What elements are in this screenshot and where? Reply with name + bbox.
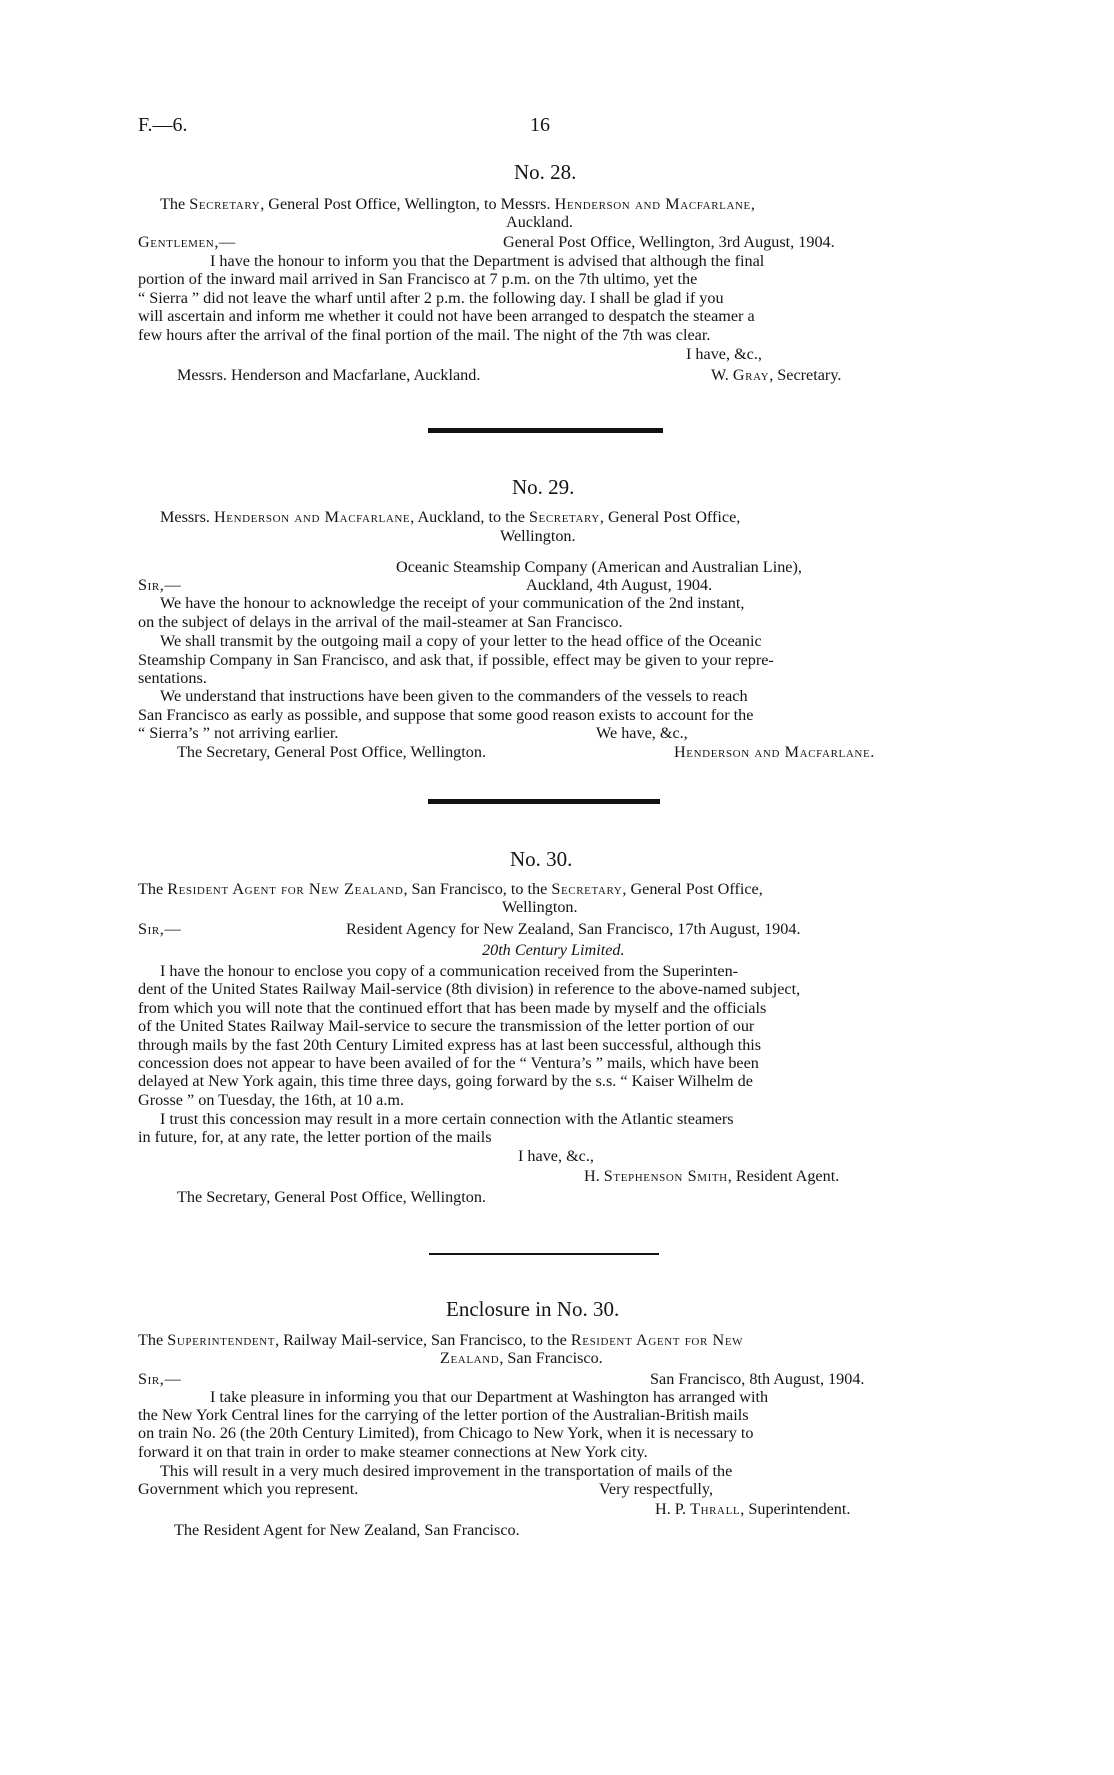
letter-30-title: No. 30. xyxy=(510,847,573,871)
letter-30-place-date: Resident Agency for New Zealand, San Francisco, 17th August, 1904. xyxy=(346,920,801,938)
letter-29-address-line-1: Messrs. Henderson and Macfarlane, Auckland, to the Secretary, General Post Office, xyxy=(160,508,741,526)
letter-29-address-line-2: Wellington. xyxy=(500,527,576,545)
letter-28-signature: W. Gray, Secretary. xyxy=(711,366,842,384)
letter-28-addressee: Messrs. Henderson and Macfarlane, Auckland. xyxy=(177,366,481,384)
letter-29-salutation: Sir,— xyxy=(138,576,182,594)
section-divider xyxy=(428,799,660,804)
letter-30-addressee: The Secretary, General Post Office, Wellington. xyxy=(177,1188,487,1206)
enclosure-body-line: I take pleasure in informing you that our Department at Washington has arranged with xyxy=(210,1388,769,1406)
letter-29-closing: We have, &c., xyxy=(596,724,688,742)
letter-29-body-line: We understand that instructions have been given to the commanders of the vessels to reach xyxy=(160,687,748,705)
letter-28-body-line: I have the honour to inform you that the Department is advised that although the final xyxy=(210,252,765,270)
letter-29-body-line: San Francisco as early as possible, and suppose that some good reason exists to account for the xyxy=(138,706,754,724)
letter-30-body-line: through mails by the fast 20th Century Limited express has at last been successful, although this xyxy=(138,1036,762,1054)
enclosure-signature: H. P. Thrall, Superintendent. xyxy=(655,1500,851,1518)
letter-28-title: No. 28. xyxy=(514,160,577,184)
letter-28-address-line-1: The Secretary, General Post Office, Wellington, to Messrs. Henderson and Macfarlane, xyxy=(160,195,755,213)
letter-28-body-line: “ Sierra ” did not leave the wharf until after 2 p.m. the following day. I shall be glad if you xyxy=(138,289,724,307)
letter-29-body-line: We have the honour to acknowledge the receipt of your communication of the 2nd instant, xyxy=(160,594,745,612)
letter-28-body-line: will ascertain and inform me whether it could not have been arranged to despatch the steamer a xyxy=(138,307,755,325)
letter-29-body-line: “ Sierra’s ” not arriving earlier. xyxy=(138,724,339,742)
enclosure-address-line-2: Zealand, San Francisco. xyxy=(440,1349,603,1367)
enclosure-closing: Very respectfully, xyxy=(599,1480,714,1498)
letter-30-body-line: concession does not appear to have been availed of for the “ Ventura’s ” mails, which have been xyxy=(138,1054,759,1072)
letter-30-closing: I have, &c., xyxy=(518,1147,594,1165)
letter-29-addressee: The Secretary, General Post Office, Wellington. xyxy=(177,743,487,761)
letter-30-body-line: I have the honour to enclose you copy of a communication received from the Superinten- xyxy=(160,962,739,980)
letter-28-body-line: portion of the inward mail arrived in San Francisco at 7 p.m. on the 7th ultimo, yet the xyxy=(138,270,698,288)
letter-28-body-line: few hours after the arrival of the final portion of the mail. The night of the 7th was clear. xyxy=(138,326,711,344)
letter-29-body-line: sentations. xyxy=(138,669,207,687)
letter-28-closing: I have, &c., xyxy=(686,345,762,363)
section-divider xyxy=(428,428,663,433)
enclosure-addressee: The Resident Agent for New Zealand, San Francisco. xyxy=(174,1521,520,1539)
series-number: F.—6. xyxy=(138,114,188,136)
enclosure-salutation: Sir,— xyxy=(138,1370,182,1388)
letter-29-body-line: We shall transmit by the outgoing mail a copy of your letter to the head office of the Oceanic xyxy=(160,632,762,650)
letter-30-body-line: dent of the United States Railway Mail-service (8th division) in reference to the above-named subject, xyxy=(138,980,801,998)
enclosure-body-line: on train No. 26 (the 20th Century Limited), from Chicago to New York, when it is necessary to xyxy=(138,1424,754,1442)
letter-30-address-line-2: Wellington. xyxy=(502,898,578,916)
letter-30-body-line: I trust this concession may result in a more certain connection with the Atlantic steamers xyxy=(160,1110,734,1128)
enclosure-body-line: the New York Central lines for the carrying of the letter portion of the Australian-British mails xyxy=(138,1406,749,1424)
letter-28-address-line-2: Auckland. xyxy=(506,213,573,231)
letter-30-address-line-1: The Resident Agent for New Zealand, San Francisco, to the Secretary, General Post Office, xyxy=(138,880,763,898)
letter-29-signature: Henderson and Macfarlane. xyxy=(674,743,875,761)
enclosure-body-line: Government which you represent. xyxy=(138,1480,359,1498)
enclosure-title: Enclosure in No. 30. xyxy=(446,1297,620,1321)
section-divider-thin xyxy=(429,1253,659,1255)
letter-30-body-line: Grosse ” on Tuesday, the 16th, at 10 a.m. xyxy=(138,1091,405,1109)
letter-28-salutation: Gentlemen,— xyxy=(138,233,236,251)
letter-29-title: No. 29. xyxy=(512,475,575,499)
letter-29-sender-line-1: Oceanic Steamship Company (American and Australian Line), xyxy=(396,558,802,576)
letter-28-place-date: General Post Office, Wellington, 3rd August, 1904. xyxy=(503,233,835,251)
letter-29-body-line: Steamship Company in San Francisco, and ask that, if possible, effect may be given to your repre- xyxy=(138,651,774,669)
letter-30-body-line: of the United States Railway Mail-service to secure the transmission of the letter portion of our xyxy=(138,1017,755,1035)
enclosure-body-line: This will result in a very much desired improvement in the transportation of mails of the xyxy=(160,1462,733,1480)
letter-30-subject: 20th Century Limited. xyxy=(482,941,625,959)
enclosure-place-date: San Francisco, 8th August, 1904. xyxy=(650,1370,865,1388)
letter-30-body-line: from which you will note that the continued effort that has been made by myself and the officials xyxy=(138,999,767,1017)
letter-30-salutation: Sir,— xyxy=(138,920,182,938)
letter-30-signature: H. Stephenson Smith, Resident Agent. xyxy=(584,1167,840,1185)
letter-29-sender-line-2: Auckland, 4th August, 1904. xyxy=(526,576,713,594)
letter-30-body-line: delayed at New York again, this time three days, going forward by the s.s. “ Kaiser Wilhelm de xyxy=(138,1072,753,1090)
enclosure-body-line: forward it on that train in order to make steamer connections at New York city. xyxy=(138,1443,648,1461)
enclosure-address-line-1: The Superintendent, Railway Mail-service, San Francisco, to the Resident Agent for New xyxy=(138,1331,744,1349)
letter-29-body-line: on the subject of delays in the arrival of the mail-steamer at San Francisco. xyxy=(138,613,623,631)
page-number: 16 xyxy=(530,114,550,136)
letter-30-body-line: in future, for, at any rate, the letter portion of the mails xyxy=(138,1128,492,1146)
